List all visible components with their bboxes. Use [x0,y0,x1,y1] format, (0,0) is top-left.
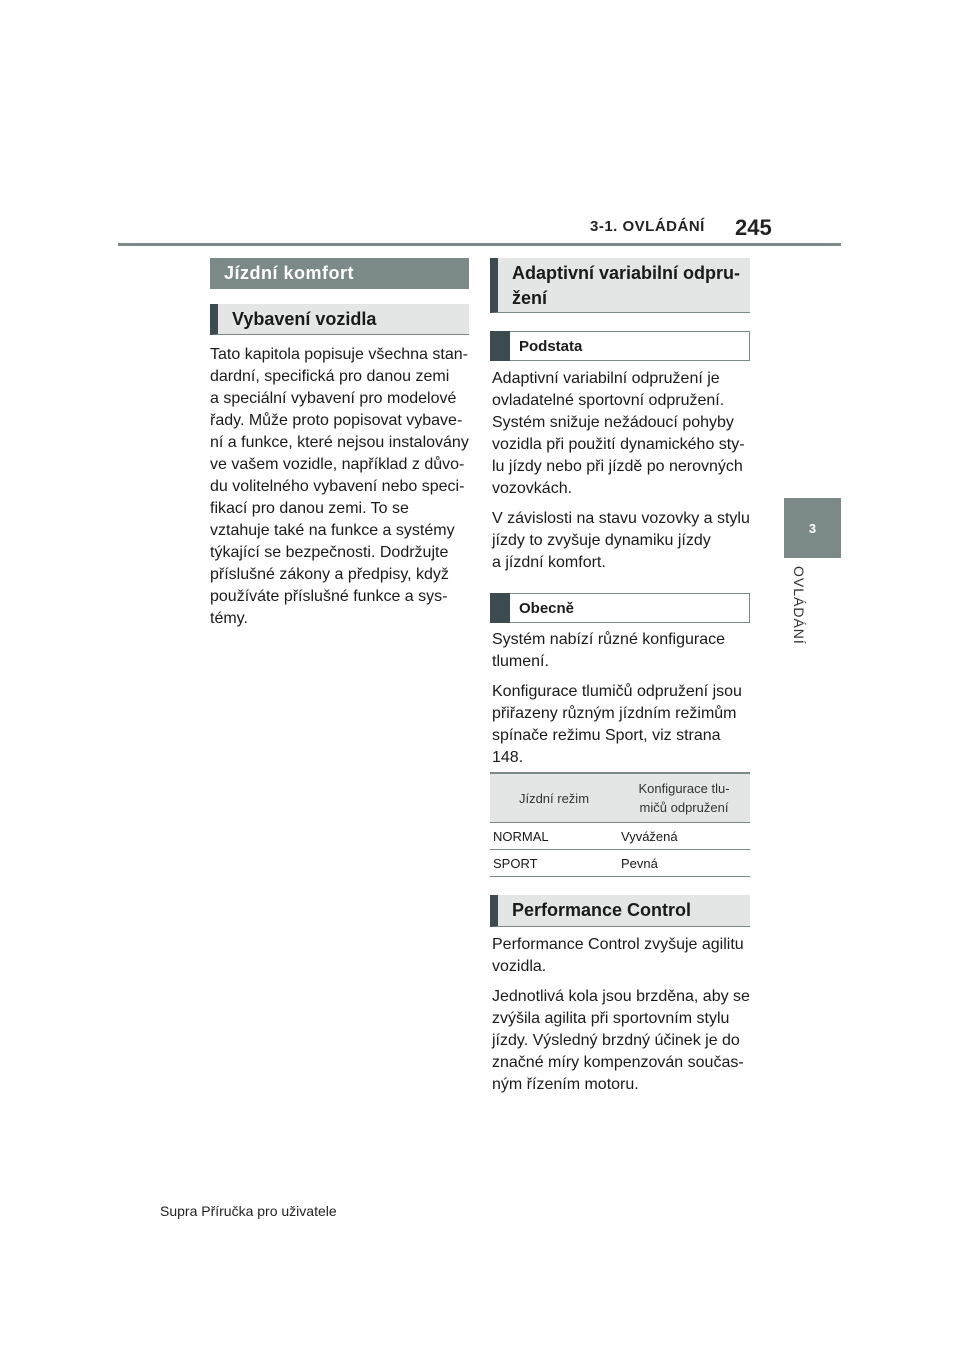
left-line: příslušné zákony a předpisy, když [210,566,449,583]
table-header-mode: Jízdní režim [490,773,618,823]
left-line: Tato kapitola popisuje všechna stan- [210,346,468,363]
box-podstata [490,331,750,361]
section-title: 3-1. OVLÁDÁNÍ [590,218,705,235]
heading-adaptivni-odpruzeni [490,258,750,313]
table-header-row [490,773,750,823]
paragraph-obecne [492,629,754,769]
left-line: vztahuje také na funkce a systémy [210,522,455,539]
left-line: používáte příslušné funkce a sys- [210,588,448,605]
text-line: Systém nabízí různé konfigurace [492,631,726,648]
text-line: 148. [492,749,524,766]
table-row [490,823,750,850]
text-line: ným řízením motoru. [492,1076,639,1093]
heading-performance-control: Performance Control [490,895,750,927]
header-rule [118,243,841,246]
text-line: vozovkách. [492,480,573,497]
text-line: tlumení. [492,653,549,670]
table-cell: Vyvážená [618,823,750,850]
left-line: fikací pro danou zemi. To se [210,500,409,517]
paragraph-performance [492,934,754,1096]
page-number: 245 [735,215,772,240]
table-header-config [618,773,750,823]
text-line: Systém snižuje nežádoucí pohyby [492,414,734,431]
table-cell: Pevná [618,850,750,877]
text-line: jízdy to zvyšuje dynamiku jízdy [492,532,711,549]
table-header-line: mičů odpružení [639,800,729,815]
text-line: vozidla. [492,958,547,975]
text-line: zvýšila agilita při sportovním stylu [492,1010,730,1027]
text-line: Jednotlivá kola jsou brzděna, aby se [492,988,750,1005]
left-paragraph [210,344,472,630]
left-line: týkající se bezpečnosti. Dodržujte [210,544,449,561]
footer-manual-title: Supra Příručka pro uživatele [160,1203,337,1219]
chapter-label: OVLÁDÁNÍ [791,566,807,645]
text-line: Performance Control zvyšuje agilitu [492,936,744,953]
text-line: ovladatelné sportovní odpružení. [492,392,725,409]
heading-line: žení [512,288,548,308]
heading-vybaveni-vozidla: Vybavení vozidla [210,304,469,335]
paragraph-podstata [492,368,754,574]
text-line: značné míry kompenzován součas- [492,1054,744,1071]
left-line: dardní, specifická pro danou zemi [210,368,450,385]
chapter-tab: 3 [784,498,841,558]
text-line: lu jízdy nebo při jízdě po nerovných [492,458,743,475]
box-obecne [490,593,750,623]
left-line: du volitelného vybavení nebo speci- [210,478,465,495]
heading-jizdni-komfort: Jízdní komfort [210,258,469,289]
text-line: a jízdní komfort. [492,554,606,571]
table-row [490,850,750,877]
left-line: řady. Může proto popisovat vybave- [210,412,463,429]
table-cell: NORMAL [490,823,618,850]
left-line: a speciální vybavení pro modelové [210,390,457,407]
text-line: jízdy. Výsledný brzdný účinek je do [492,1032,740,1049]
text-line: V závislosti na stavu vozovky a stylu [492,510,750,527]
box-obecne-label: Obecně [519,599,575,617]
box-podstata-label: Podstata [519,337,583,355]
left-line: ve vašem vozidle, například z důvo- [210,456,465,473]
left-line: témy. [210,610,248,627]
left-line: ní a funkce, které nejsou instalovány [210,434,469,451]
table-header-line: Konfigurace tlu- [638,781,730,796]
table-cell: SPORT [490,850,618,877]
heading-line: Adaptivní variabilní odpru- [512,263,741,283]
text-line: spínače režimu Sport, viz strana [492,727,721,744]
damping-table [490,772,750,877]
text-line: Konfigurace tlumičů odpružení jsou [492,683,742,700]
text-line: vozidla při použití dynamického sty- [492,436,745,453]
text-line: přiřazeny různým jízdním režimům [492,705,737,722]
text-line: Adaptivní variabilní odpružení je [492,370,720,387]
